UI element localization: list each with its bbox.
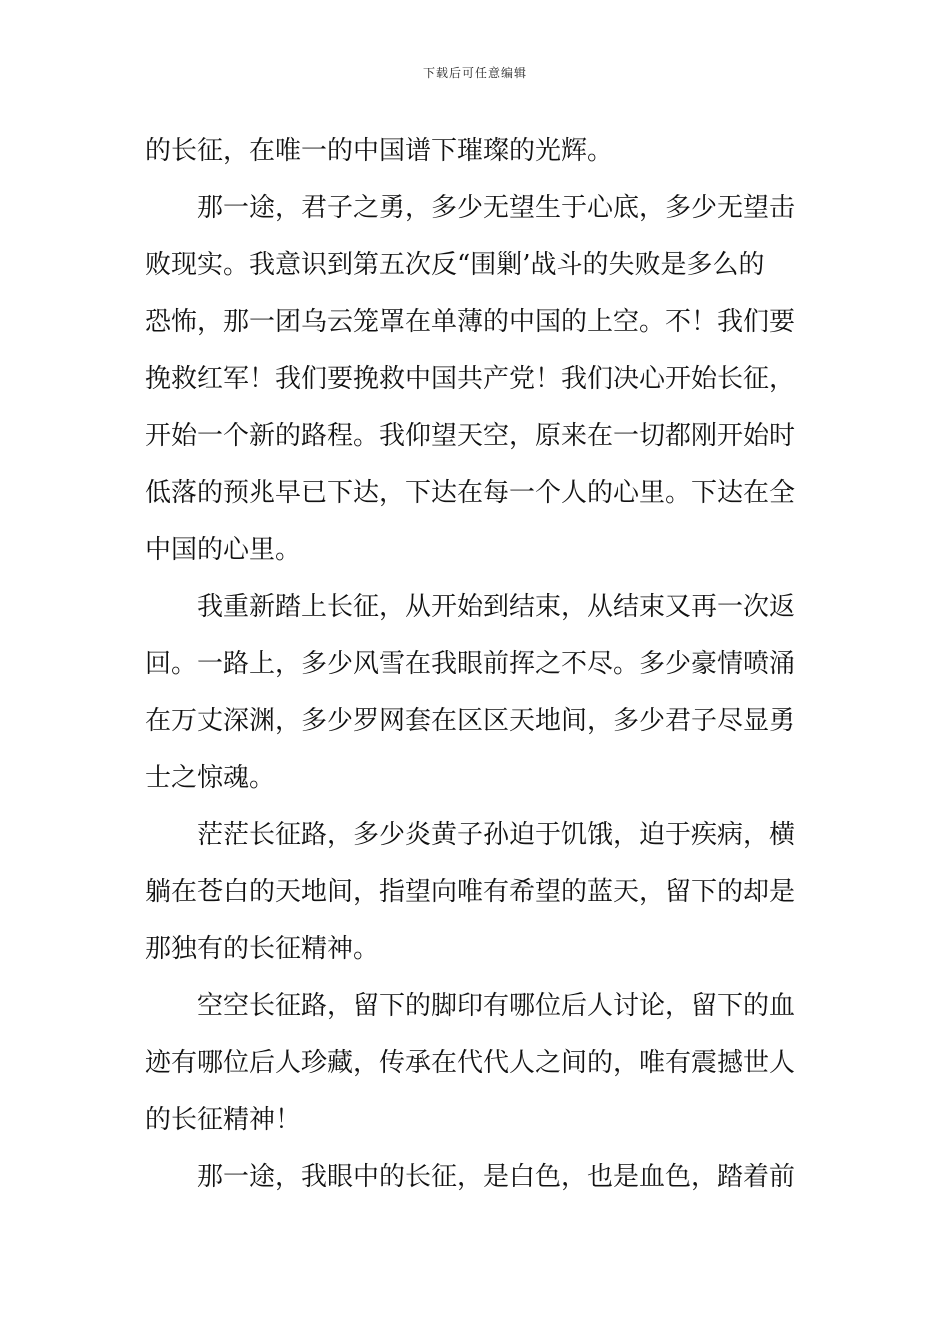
text-line: 空空长征路，留下的脚印有哪位后人讨论，留下的血 [197,991,796,1021]
text-line: 挽救红军！我们要挽救中国共产党！我们决心开始长征， [145,364,796,394]
text-line: 那独有的长征精神。 [145,934,380,964]
text-line: 败现实。我意识到第五次反“围剿’战斗的失败是多么的 [145,250,765,280]
text-line: 的长征精神！ [145,1105,302,1135]
text-line: 中国的心里。 [145,535,302,565]
text-line: 那一途，我眼中的长征，是白色，也是血色，踏着前 [197,1162,796,1192]
text-line: 茫茫长征路，多少炎黄子孙迫于饥饿，迫于疾病，横 [197,820,796,850]
text-line: 回。一路上，多少风雪在我眼前挥之不尽。多少豪情喷涌 [145,649,796,679]
text-line: 低落的预兆早已下达，下达在每一个人的心里。下达在全 [145,478,796,508]
text-line: 在万丈深渊，多少罗网套在区区天地间，多少君子尽显勇 [145,706,796,736]
text-line: 那一途，君子之勇，多少无望生于心底，多少无望击 [197,193,796,223]
text-line: 我重新踏上长征，从开始到结束，从结束又再一次返 [197,592,796,622]
text-line: 士之惊魂。 [145,763,276,793]
text-line: 躺在苍白的天地间，指望向唯有希望的蓝天，留下的却是 [145,877,796,907]
text-line: 的长征，在唯一的中国谱下璀璨的光辉。 [145,136,614,166]
body-text [145,123,809,1206]
text-line: 迹有哪位后人珍藏，传承在代代人之间的，唯有震撼世人 [145,1048,796,1078]
header-note: 下载后可任意编辑 [422,66,527,80]
text-line: 开始一个新的路程。我仰望天空，原来在一切都刚开始时 [145,421,796,451]
text-line: 恐怖，那一团乌云笼罩在单薄的中国的上空。不！我们要 [145,307,796,337]
